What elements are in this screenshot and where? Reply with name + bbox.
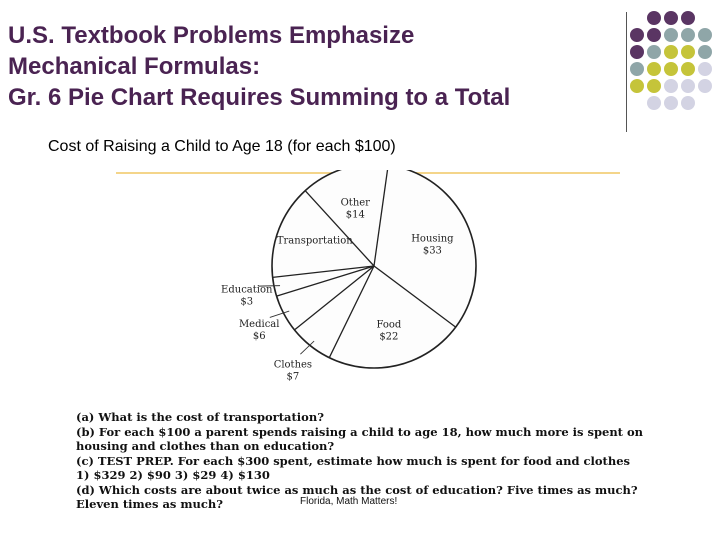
title-divider	[626, 12, 627, 132]
title-line-2: Mechanical Formulas:	[8, 53, 261, 80]
decorative-dot	[647, 28, 661, 42]
decorative-dot-grid	[628, 10, 720, 130]
decorative-dot	[630, 79, 644, 93]
decorative-dot	[647, 62, 661, 76]
question-line: 1) $329 2) $90 3) $29 4) $130	[76, 468, 270, 482]
decorative-dot	[681, 28, 695, 42]
decorative-dot	[647, 79, 661, 93]
chart-subtitle: Cost of Raising a Child to Age 18 (for each $100)	[48, 138, 396, 155]
decorative-dot	[681, 11, 695, 25]
pie-label-transportation: Transportation	[276, 235, 353, 247]
decorative-dot	[681, 96, 695, 110]
decorative-dot	[698, 79, 712, 93]
title-line-1: U.S. Textbook Problems Emphasize	[8, 22, 415, 49]
decorative-dot	[681, 45, 695, 59]
decorative-dot	[698, 45, 712, 59]
pie-label-medical: Medical $6	[238, 319, 280, 343]
pie-outline	[272, 170, 476, 368]
decorative-dot	[664, 45, 678, 59]
decorative-dot	[664, 28, 678, 42]
decorative-dot	[664, 11, 678, 25]
decorative-dot	[647, 11, 661, 25]
pie-label-housing: Housing $33	[411, 233, 454, 257]
title-line-3: Gr. 6 Pie Chart Requires Summing to a Total	[8, 84, 511, 111]
decorative-dot	[664, 79, 678, 93]
question-line: (b) For each $100 a parent spends raising a child to age 18, how much more is spent on	[76, 424, 644, 439]
pie-label-other: Other $14	[340, 197, 370, 221]
decorative-dot	[664, 62, 678, 76]
question-line: Eleven times as much?	[76, 497, 224, 511]
pie-label-food: Food $22	[376, 319, 402, 343]
decorative-dot	[681, 79, 695, 93]
decorative-dot	[630, 45, 644, 59]
pie-label-education: Education $3	[221, 284, 273, 308]
slide-title	[8, 20, 608, 113]
pie-label-clothes: Clothes $7	[273, 359, 313, 383]
decorative-dot	[664, 96, 678, 110]
pie-group	[221, 170, 476, 383]
question-line: (c) TEST PREP. For each $300 spent, estimate how much is spent for food and clothes	[76, 453, 631, 468]
decorative-dot	[681, 62, 695, 76]
question-line: (d) Which costs are about twice as much as the cost of education? Five times as much?	[76, 482, 638, 497]
question-line: (a) What is the cost of transportation?	[76, 410, 324, 424]
decorative-dot	[630, 62, 644, 76]
decorative-dot	[698, 28, 712, 42]
source-footer: Florida, Math Matters!	[300, 496, 398, 507]
question-line: housing and clothes than on education?	[76, 439, 335, 453]
decorative-dot	[647, 45, 661, 59]
decorative-dot	[698, 62, 712, 76]
decorative-dot	[630, 28, 644, 42]
decorative-dot	[647, 96, 661, 110]
